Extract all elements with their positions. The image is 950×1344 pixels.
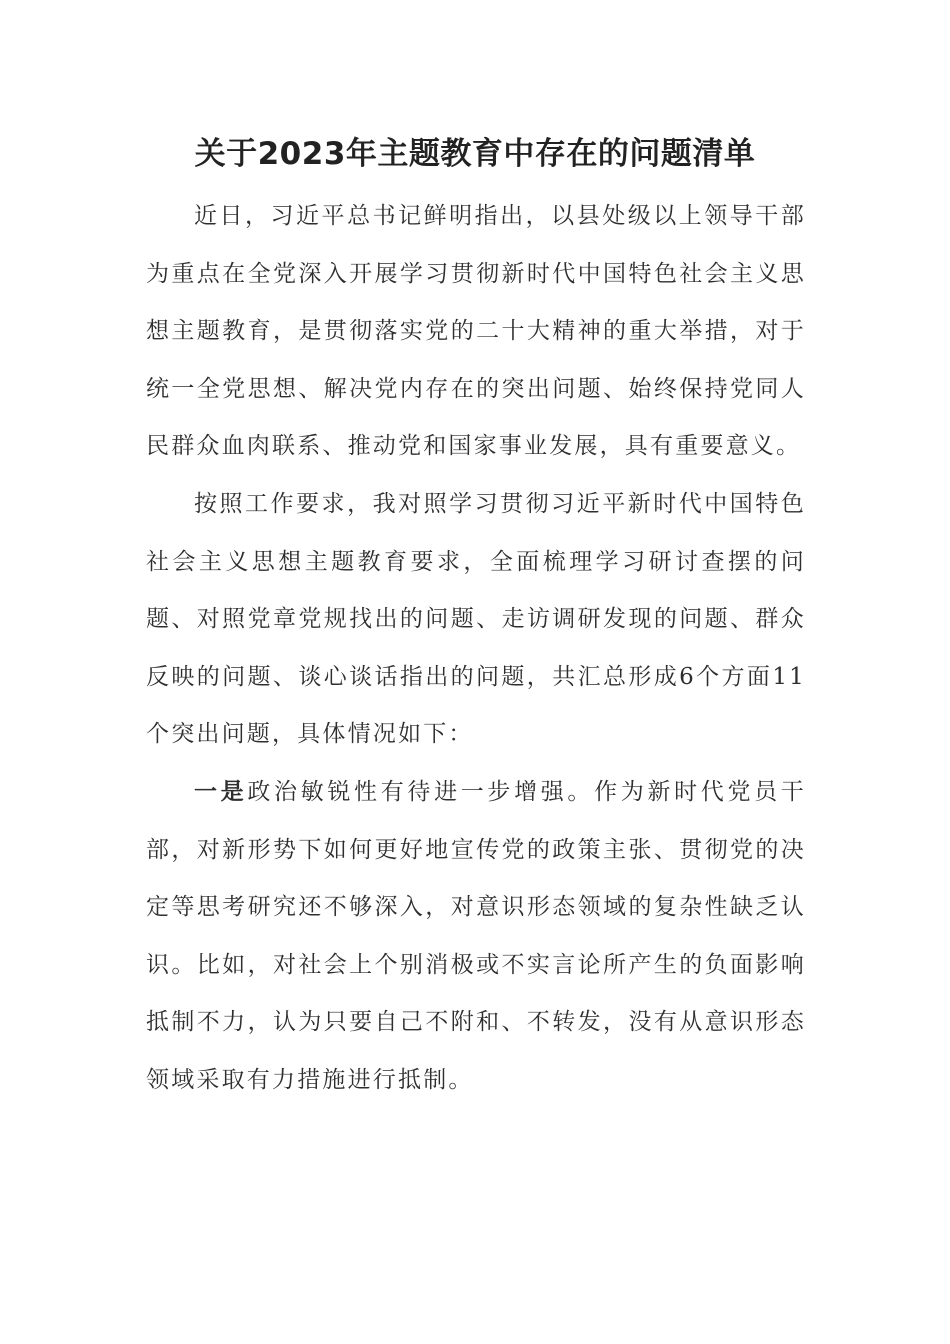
paragraph-issue-one [146,764,806,1110]
document-body [146,188,806,1110]
paragraph-issue-one-text: 政治敏锐性有待进一步增强。作为新时代党员干部，对新形势下如何更好地宣传党的政策主张、贯彻党的决定等思考研究还不够深入，对意识形态领域的复杂性缺乏认识。比如，对社会上个别消极或不实言论所产生的负面影响抵制不力，认为只要自己不附和、不转发，没有从意识形态领域采取有力措施进行抵制。 [146,778,807,1093]
paragraph-intro [146,188,806,476]
paragraph-issue-one-lead: 一是 [194,778,248,805]
document-title: 关于2023年主题教育中存在的问题清单 [194,136,756,172]
paragraph-intro-text: 近日，习近平总书记鲜明指出，以县处级以上领导干部为重点在全党深入开展学习贯彻新时代中国特色社会主义思想主题教育，是贯彻落实党的二十大精神的重大举措，对于统一全党思想、解决党内存在的突出问题、始终保持党同人民群众血肉联系、推动党和国家事业发展，具有重要意义。 [146,203,806,460]
paragraph-requirements [146,476,806,764]
paragraph-requirements-text: 按照工作要求，我对照学习贯彻习近平新时代中国特色社会主义思想主题教育要求，全面梳理学习研讨查摆的问题、对照党章党规找出的问题、走访调研发现的问题、群众反映的问题、谈心谈话指出的问题，共汇总形成6个方面11个突出问题，具体情况如下： [146,490,806,748]
